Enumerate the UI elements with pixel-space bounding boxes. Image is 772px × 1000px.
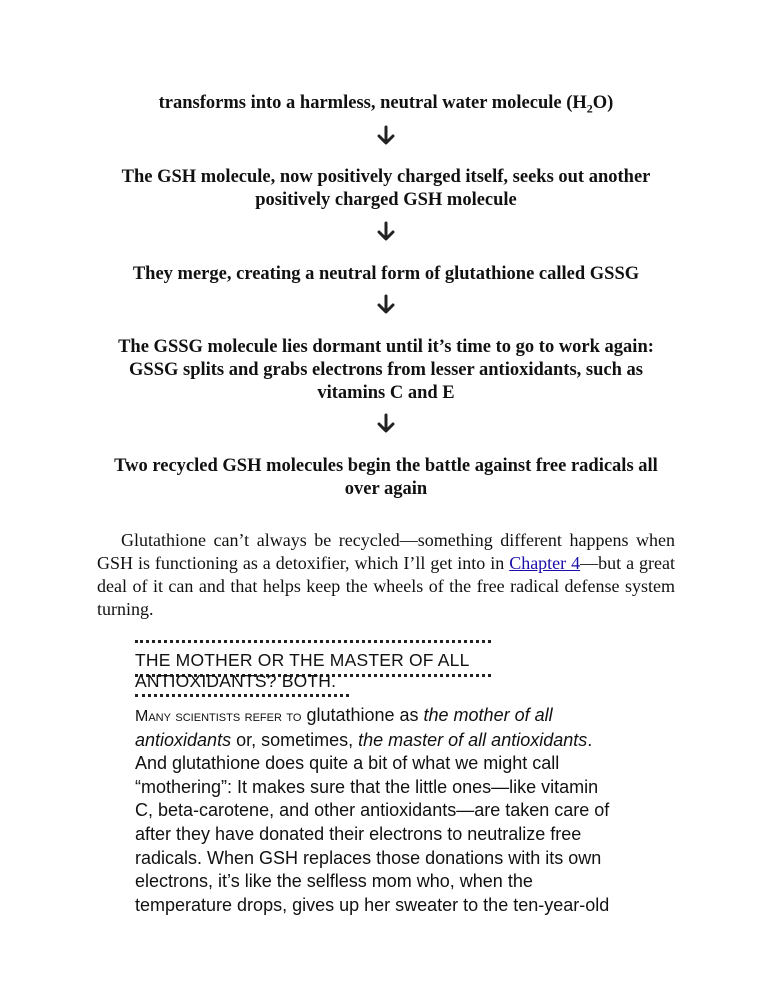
sidebar-line: radicals. When GSH replaces those donations with its own [135, 847, 602, 868]
sidebar-text: or, sometimes, [231, 729, 359, 750]
step-text: They merge, creating a neutral form of glutathione called GSSG [132, 264, 640, 284]
sidebar-line [135, 729, 655, 753]
sidebar-text: glutathione as [301, 705, 424, 725]
sidebar-line [135, 704, 655, 729]
flow-step-5 [100, 455, 672, 501]
paragraph-text: Glutathione can’t always be recycled—something different happens when GSH is functioning as a detoxifier, which I’ll get into in [97, 530, 675, 573]
step-text: O) [592, 93, 614, 113]
step-text: The GSH molecule, now positively charged itself, seeks out another [121, 167, 651, 187]
sidebar-bottom-rule [135, 694, 349, 697]
sidebar-line: after they have donated their electrons to neutralize free [135, 823, 582, 844]
sidebar-line: C, beta-carotene, and other antioxidants—are taken care of [135, 800, 610, 821]
sidebar-body [135, 704, 655, 917]
step-text: transforms into a harmless, neutral water molecule (H [158, 93, 587, 113]
sidebar-title-line: THE MOTHER OR THE MASTER OF ALL [135, 650, 470, 670]
body-paragraph [97, 529, 675, 621]
sidebar-line: electrons, it’s like the selfless mom who, when the [135, 871, 533, 892]
down-arrow-icon [375, 221, 397, 243]
sidebar-line: “mothering”: It makes sure that the little ones—like vitamin [135, 776, 599, 797]
sidebar-title [135, 650, 495, 692]
paragraph-text: —but a great deal of it can and that helps keep the wheels of the free radical defense system turning. [97, 553, 675, 619]
flow-step-4 [100, 336, 672, 405]
sidebar-text: . [587, 729, 593, 750]
down-arrow-icon [375, 413, 397, 435]
subscript: 2 [586, 101, 593, 116]
flow-step-3 [100, 263, 672, 286]
flow-step-1 [100, 92, 672, 121]
sidebar-top-rule [135, 640, 491, 643]
sidebar-title-line: ANTIOXIDANTS? BOTH. [135, 671, 337, 691]
step-text: over again [344, 479, 428, 499]
down-arrow-icon [375, 125, 397, 147]
down-arrow-icon [375, 294, 397, 316]
chapter-4-link[interactable]: Chapter 4 [509, 553, 581, 573]
sidebar-italic: the master of all antioxidants [358, 729, 588, 750]
sidebar-italic: the mother of all [423, 705, 553, 725]
flow-step-2 [100, 166, 672, 212]
sidebar-italic: antioxidants [135, 729, 232, 750]
sidebar-line: And glutathione does quite a bit of what we might call [135, 753, 560, 774]
lead-in: Many scientists refer to [135, 708, 302, 725]
step-text: positively charged GSH molecule [255, 190, 517, 210]
step-text: vitamins C and E [317, 383, 455, 403]
step-text: GSSG splits and grabs electrons from lesser antioxidants, such as [129, 360, 643, 380]
step-text: The GSSG molecule lies dormant until it’s time to go to work again: [118, 337, 654, 357]
sidebar-line: temperature drops, gives up her sweater to the ten-year-old [135, 894, 610, 915]
step-text: Two recycled GSH molecules begin the battle against free radicals all [114, 456, 658, 476]
